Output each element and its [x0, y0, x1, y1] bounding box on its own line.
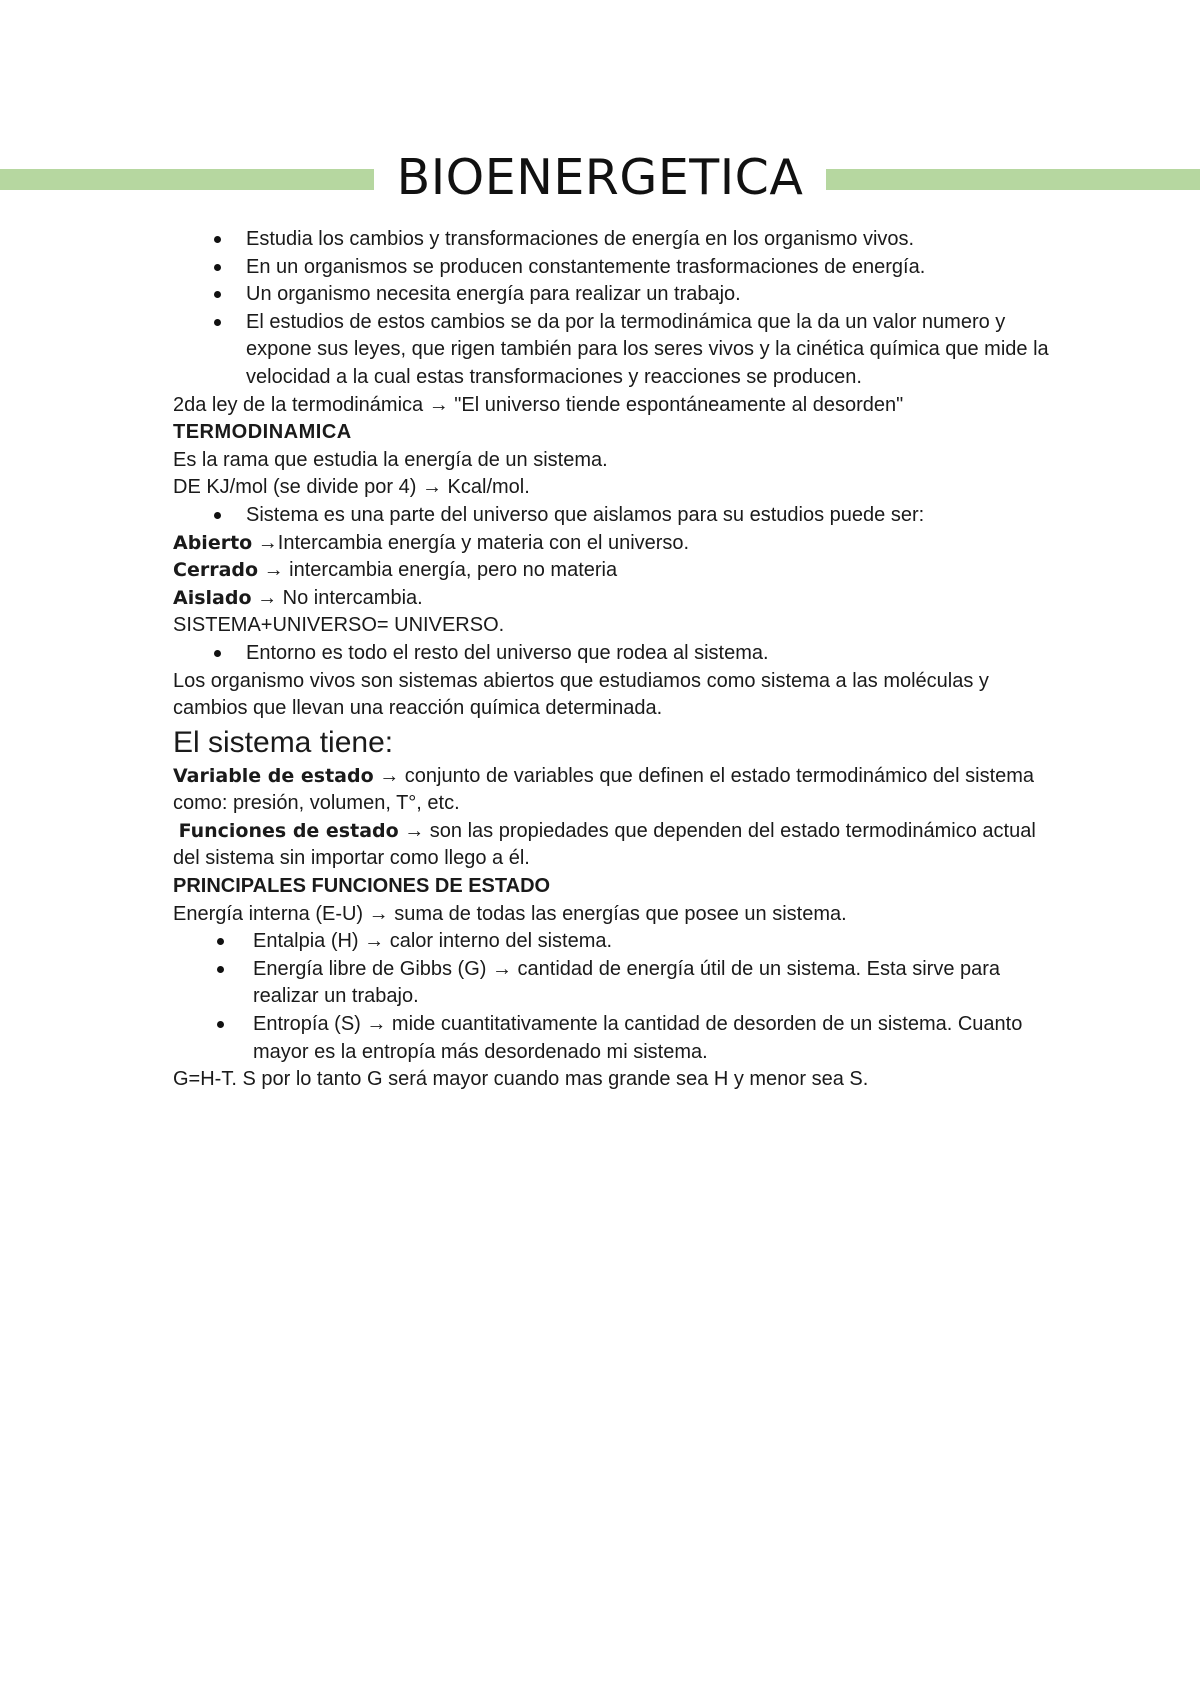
- intro-bullet-list: [173, 226, 1053, 392]
- document-body: [173, 226, 1053, 1094]
- list-item: Entropía (S) → mide cuantitativamente la cantidad de desorden de un sistema. Cuanto mayor es la entropía más desordenado mi sistema.: [173, 1011, 1053, 1066]
- isolated-system-line: [173, 585, 1053, 613]
- list-item: El estudios de estos cambios se da por la termodinámica que la da un valor numero y expone sus leyes, que rigen también para los seres vivos y la cinética química que mide la velocidad a la cual estas transformaciones y reacciones se producen.: [173, 309, 1053, 392]
- system-universe-equation: SISTEMA+UNIVERSO= UNIVERSO.: [173, 614, 505, 637]
- units-line: DE KJ/mol (se divide por 4) → Kcal/mol.: [173, 476, 530, 499]
- title-left-bar: [0, 169, 374, 190]
- title-band: [0, 148, 1200, 208]
- list-item: En un organismos se producen constantemente trasformaciones de energía.: [173, 254, 1053, 282]
- open-label: Abierto: [173, 531, 253, 554]
- list-item: Sistema es una parte del universo que aislamos para su estudios puede ser:: [173, 502, 1053, 530]
- state-variable-paragraph: [173, 763, 1053, 818]
- termodinamica-heading: TERMODINAMICA: [173, 421, 352, 444]
- living-organisms-paragraph: Los organismo vivos son sistemas abiertos que estudiamos como sistema a las moléculas y cambios que llevan una reacción química determinada.: [173, 669, 989, 720]
- title-right-bar: [826, 169, 1200, 190]
- state-functions-list: [173, 928, 1053, 1066]
- principal-functions-heading: PRINCIPALES FUNCIONES DE ESTADO: [173, 875, 551, 898]
- system-heading: El sistema tiene:: [173, 725, 394, 759]
- list-item: Entorno es todo el resto del universo que rodea al sistema.: [173, 640, 1053, 668]
- open-text: →Intercambia energía y materia con el universo.: [252, 531, 690, 554]
- environment-bullet-list: [173, 640, 1053, 668]
- list-item: Entalpia (H) → calor interno del sistema.: [173, 928, 1053, 956]
- page-title: BIOENERGETICA: [396, 149, 804, 206]
- closed-system-line: [173, 557, 1053, 585]
- list-item: Un organismo necesita energía para realizar un trabajo.: [173, 281, 1053, 309]
- gibbs-equation-line: G=H-T. S por lo tanto G será mayor cuando mas grande sea H y menor sea S.: [173, 1068, 869, 1091]
- system-bullet-list: [173, 502, 1053, 530]
- state-function-paragraph: [173, 818, 1053, 873]
- closed-label: Cerrado: [173, 559, 259, 582]
- state-function-text: → son las propiedades que dependen del estado termodinámico actual del sistema sin importar como llego a él.: [173, 819, 1036, 870]
- isolated-label: Aislado: [173, 586, 252, 609]
- internal-energy-line: Energía interna (E-U) → suma de todas las energías que posee un sistema.: [173, 902, 847, 925]
- list-item: Estudia los cambios y transformaciones de energía en los organismo vivos.: [173, 226, 1053, 254]
- state-variable-text: → conjunto de variables que definen el estado termodinámico del sistema como: presión, volumen, T°, etc.: [173, 764, 1035, 815]
- state-variable-label: Variable de estado: [173, 764, 374, 787]
- isolated-text: → No intercambia.: [251, 586, 423, 609]
- closed-text: → intercambia energía, pero no materia: [258, 559, 618, 582]
- list-item: Energía libre de Gibbs (G) → cantidad de energía útil de un sistema. Esta sirve para realizar un trabajo.: [173, 956, 1053, 1011]
- open-system-line: [173, 530, 1053, 558]
- second-law-line: 2da ley de la termodinámica → "El universo tiende espontáneamente al desorden": [173, 393, 904, 416]
- thermo-definition: Es la rama que estudia la energía de un sistema.: [173, 448, 608, 471]
- state-function-label: Funciones de estado: [178, 819, 399, 842]
